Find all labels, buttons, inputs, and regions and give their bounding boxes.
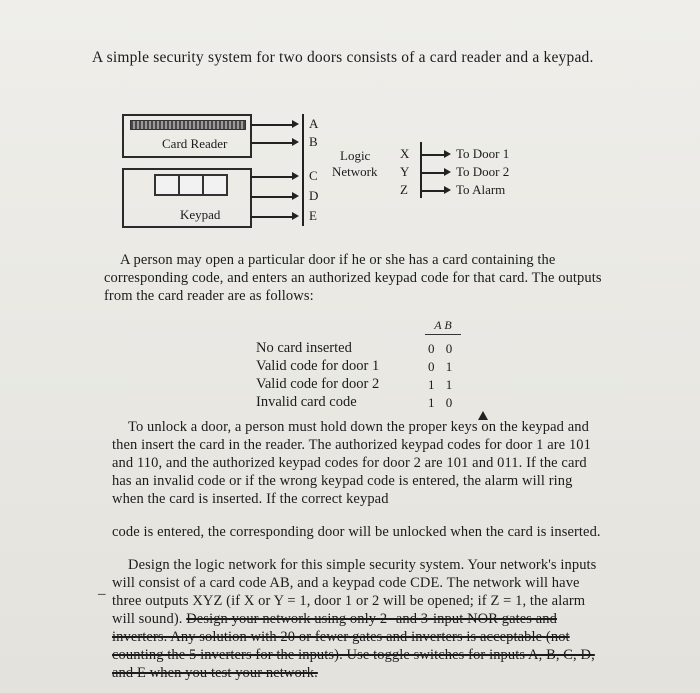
network-label: Network <box>332 164 378 179</box>
card-reader-box <box>122 114 252 158</box>
arrow-icon <box>292 138 299 146</box>
arrow-icon <box>292 172 299 180</box>
wire-d <box>250 196 294 198</box>
output-x: X <box>400 146 410 161</box>
design-task-text: Design the logic network for this simple security system. Your network's inputs will consist of a card code AB, and a keypad code CDE. The network will have three outputs XYZ (if X or Y = 1, door 1 or 2 will be opened; if Z = 1, the alarm will sound). <box>112 557 597 627</box>
wire-c <box>250 176 294 178</box>
input-e: E <box>309 208 317 223</box>
arrow-icon <box>292 212 299 220</box>
arrow-icon <box>292 120 299 128</box>
arrow-icon <box>292 192 299 200</box>
logic-box-left <box>302 114 304 226</box>
table-value: 0 0 <box>428 341 457 356</box>
table-row: Invalid card code <box>256 394 357 410</box>
paragraph-card-condition <box>104 251 606 305</box>
paragraph-correct-code: code is entered, the corresponding door will be unlocked when the card is inserted. <box>112 524 601 540</box>
logic-label: Logic <box>340 148 371 163</box>
key-icon <box>178 174 204 196</box>
margin-dash: – <box>98 586 106 602</box>
arrow-icon <box>444 168 451 176</box>
key-icon <box>202 174 228 196</box>
paragraph-design-task <box>112 556 607 682</box>
struck-through-text: Design your network using only 2- and 3-input NOR gates and inverters. Any solution with 20 or fewer gates and inverters is acceptable (not counting the 5 inverters for the inputs). Use toggle switches for inputs A, B, C, D, and E when you test your network. <box>112 611 595 681</box>
wire-y <box>422 172 446 174</box>
paragraph-text: To unlock a door, a person must hold down the proper keys on the keypad and then insert the card in the reader. The authorized keypad codes for door 1 are 101 and 110, and the authorized keypad codes for door 2 are 101 and 011. If the card has an invalid code or if the wrong keypad code is entered, the alarm will ring when the card is inserted. If the correct keypad <box>112 419 591 507</box>
to-alarm-label: To Alarm <box>456 182 506 197</box>
arrow-icon <box>444 150 451 158</box>
table-header: A B <box>425 318 461 335</box>
input-b: B <box>309 134 318 149</box>
arrow-icon <box>444 186 451 194</box>
keypad-label: Keypad <box>180 207 221 222</box>
output-y: Y <box>400 164 410 179</box>
table-row: Valid code for door 2 <box>256 376 380 392</box>
input-c: C <box>309 168 318 183</box>
block-diagram <box>120 112 560 230</box>
input-d: D <box>309 188 319 203</box>
wire-x <box>422 154 446 156</box>
table-value: 1 1 <box>428 377 457 392</box>
to-door-1-label: To Door 1 <box>456 146 510 161</box>
table-row: Valid code for door 1 <box>256 358 380 374</box>
wire-a <box>250 124 294 126</box>
input-a: A <box>309 116 319 131</box>
keypad-box <box>122 168 252 228</box>
paragraph-unlock-procedure <box>112 418 607 508</box>
key-icon <box>154 174 180 196</box>
to-door-2-label: To Door 2 <box>456 164 510 179</box>
card-reader-label: Card Reader <box>162 136 228 151</box>
output-z: Z <box>400 182 408 197</box>
paragraph-text: A person may open a particular door if he or she has a card containing the corresponding code, and enters an authorized keypad code for that card. The outputs from the card reader are as follows: <box>104 252 602 304</box>
intro-paragraph: A simple security system for two doors consists of a card reader and a keypad. <box>92 49 594 66</box>
table-row: No card inserted <box>256 340 352 356</box>
card-slot-icon <box>130 120 246 130</box>
wire-b <box>250 142 294 144</box>
table-value: 1 0 <box>428 395 457 410</box>
wire-e <box>250 216 294 218</box>
table-value: 0 1 <box>428 359 457 374</box>
wire-z <box>422 190 446 192</box>
